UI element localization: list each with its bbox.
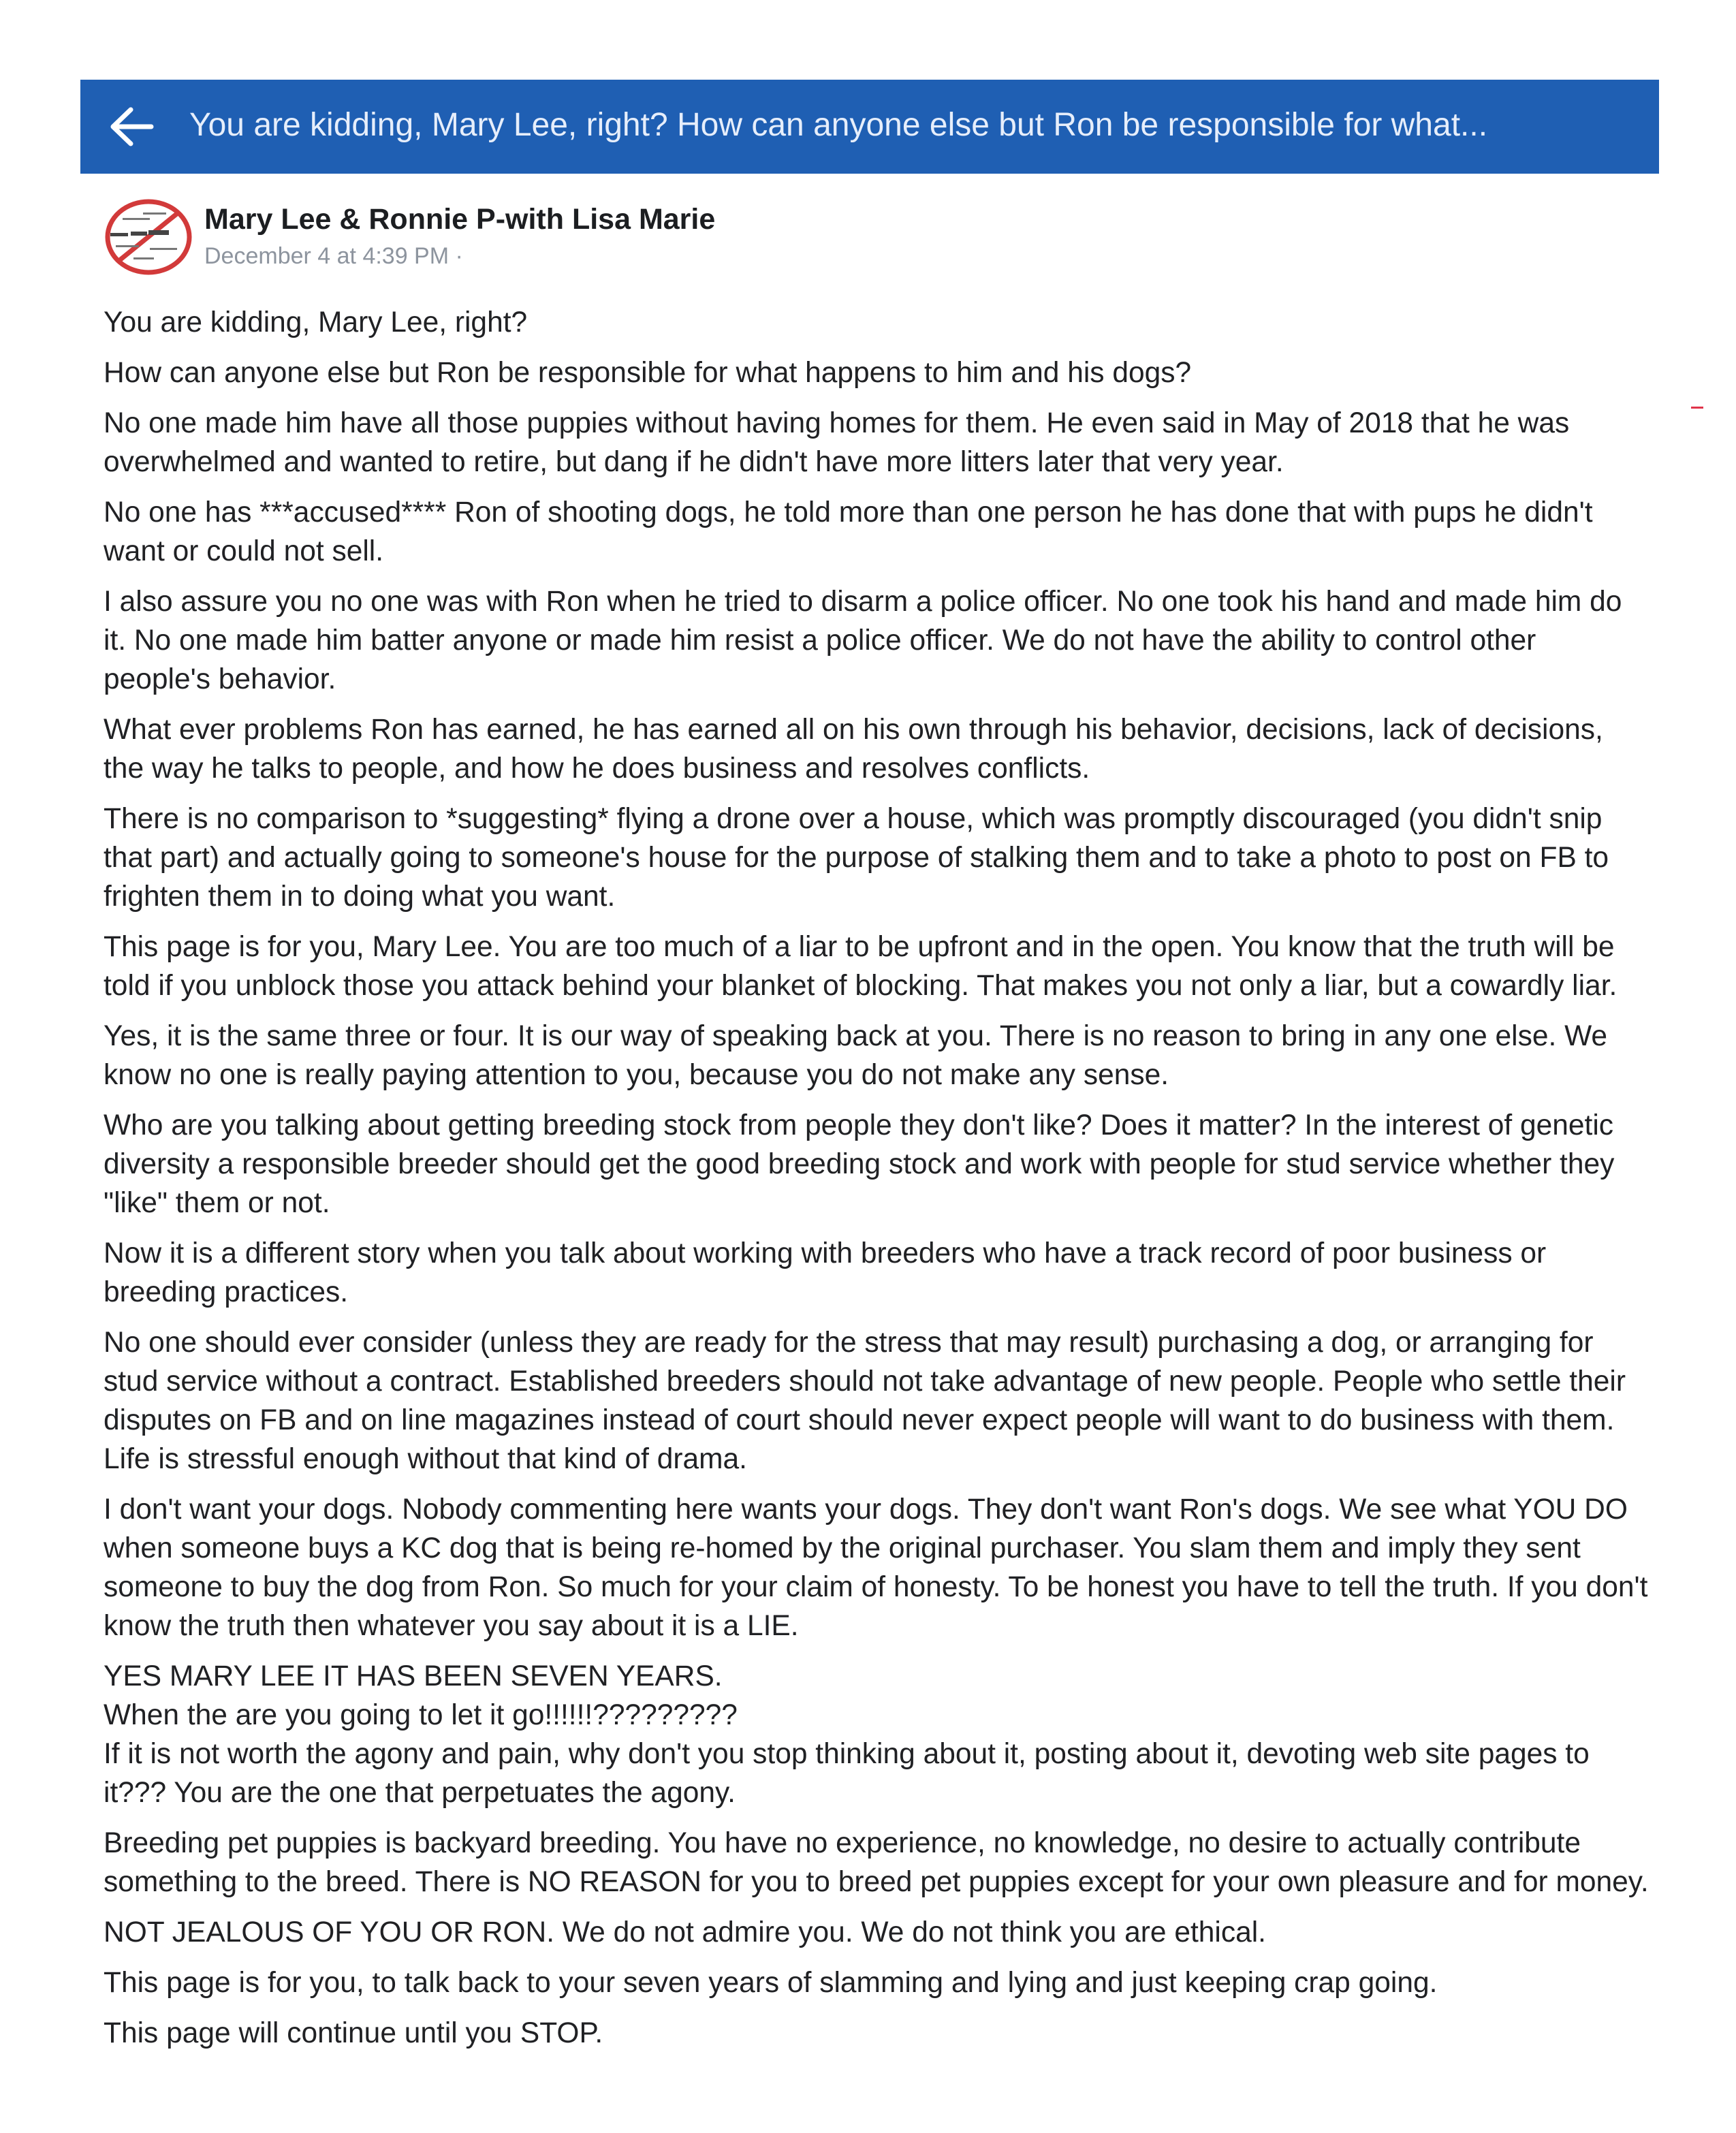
post-paragraph: No one has ***accused**** Ron of shooting dogs, he told more than one person he has done that with pups he didn't want or could not sell. [104, 496, 1593, 567]
post-paragraph: NOT JEALOUS OF YOU OR RON. We do not admire you. We do not think you are ethical. [104, 1916, 1266, 1948]
scan-mark [1691, 407, 1703, 409]
post-author-name[interactable]: Mary Lee & Ronnie P-with Lisa Marie [204, 203, 716, 236]
post-paragraph: I also assure you no one was with Ron when he tried to disarm a police officer. No one took his hand and made him do it. No one made him batter anyone or made him resist a police officer. We do not have the ability to control other people's behavior. [104, 586, 1622, 695]
post-paragraph: This page is for you, to talk back to your seven years of slamming and lying and just keeping crap going. [104, 1967, 1438, 1999]
post-paragraph: YES MARY LEE IT HAS BEEN SEVEN YEARS. [104, 1660, 723, 1692]
post-paragraph: I don't want your dogs. Nobody commenting here wants your dogs. They don't want Ron's dogs. We see what YOU DO when someone buys a KC dog that is being re-homed by the original purchaser. You slam them and imply they sent someone to buy the dog from Ron. So much for your claim of honesty. To be honest you have to tell the truth. If you don't know the truth then whatever you say about it is a LIE. [104, 1494, 1648, 1642]
post-paragraph: How can anyone else but Ron be responsible for what happens to him and his dogs? [104, 357, 1192, 389]
post-paragraph: You are kidding, Mary Lee, right? [104, 306, 528, 338]
arrow-left-icon[interactable] [108, 104, 155, 149]
post-paragraph: Breeding pet puppies is backyard breeding. You have no experience, no knowledge, no desire to actually contribute something to the breed. There is NO REASON for you to breed pet puppies except for your own pleasure and for money. [104, 1827, 1649, 1898]
post-paragraph: Yes, it is the same three or four. It is our way of speaking back at you. There is no reason to bring in any one else. We know no one is really paying attention to you, because you do not make any sense. [104, 1020, 1608, 1091]
post-timestamp[interactable]: December 4 at 4:39 PM · [204, 243, 463, 269]
header-title: You are kidding, Mary Lee, right? How can anyone else but Ron be responsible for what... [189, 107, 1488, 143]
post-paragraph: Now it is a different story when you talk about working with breeders who have a track record of poor business or breeding practices. [104, 1237, 1547, 1308]
post-paragraph: This page will continue until you STOP. [104, 2017, 603, 2049]
post-paragraph: What ever problems Ron has earned, he has earned all on his own through his behavior, decisions, lack of decisions, the way he talks to people, and how he does business and resolves conflicts. [104, 714, 1603, 785]
post-paragraph: There is no comparison to *suggesting* flying a drone over a house, which was promptly discouraged (you didn't snip that part) and actually going to someone's house for the purpose of stalking them and to take a photo to post on FB to frighten them in to doing what you want. [104, 803, 1609, 913]
post-paragraph: When the are you going to let it go!!!!!!????????? [104, 1699, 738, 1731]
post-author-block [102, 192, 783, 281]
post-paragraph: If it is not worth the agony and pain, why don't you stop thinking about it, posting about it, devoting web site pages to it??? You are the one that perpetuates the agony. [104, 1738, 1590, 1809]
post-paragraph: No one should ever consider (unless they are ready for the stress that may result) purchasing a dog, or arranging for stud service without a contract. Established breeders should not take advantage of new people. People who settle their disputes on FB and on line magazines instead of court should never expect people will want to do business with them. Life is stressful enough without that kind of drama. [104, 1327, 1626, 1475]
post-header-bar [80, 80, 1659, 174]
post-paragraph: No one made him have all those puppies without having homes for them. He even said in May of 2018 that he was overwhelmed and wanted to retire, but dang if he didn't have more litters later that very year. [104, 407, 1570, 478]
post-paragraph: Who are you talking about getting breeding stock from people they don't like? Does it matter? In the interest of genetic diversity a responsible breeder should get the good breeding stock and work with people for stud service whether they "like" them or not. [104, 1109, 1615, 1219]
post-paragraph: This page is for you, Mary Lee. You are too much of a liar to be upfront and in the open. You know that the truth will be told if you unblock those you attack behind your blanket of blocking. That makes you not only a liar, but a cowardly liar. [104, 931, 1617, 1002]
post-body [104, 303, 1650, 2064]
no-cyber-bullying-logo[interactable] [102, 198, 195, 278]
